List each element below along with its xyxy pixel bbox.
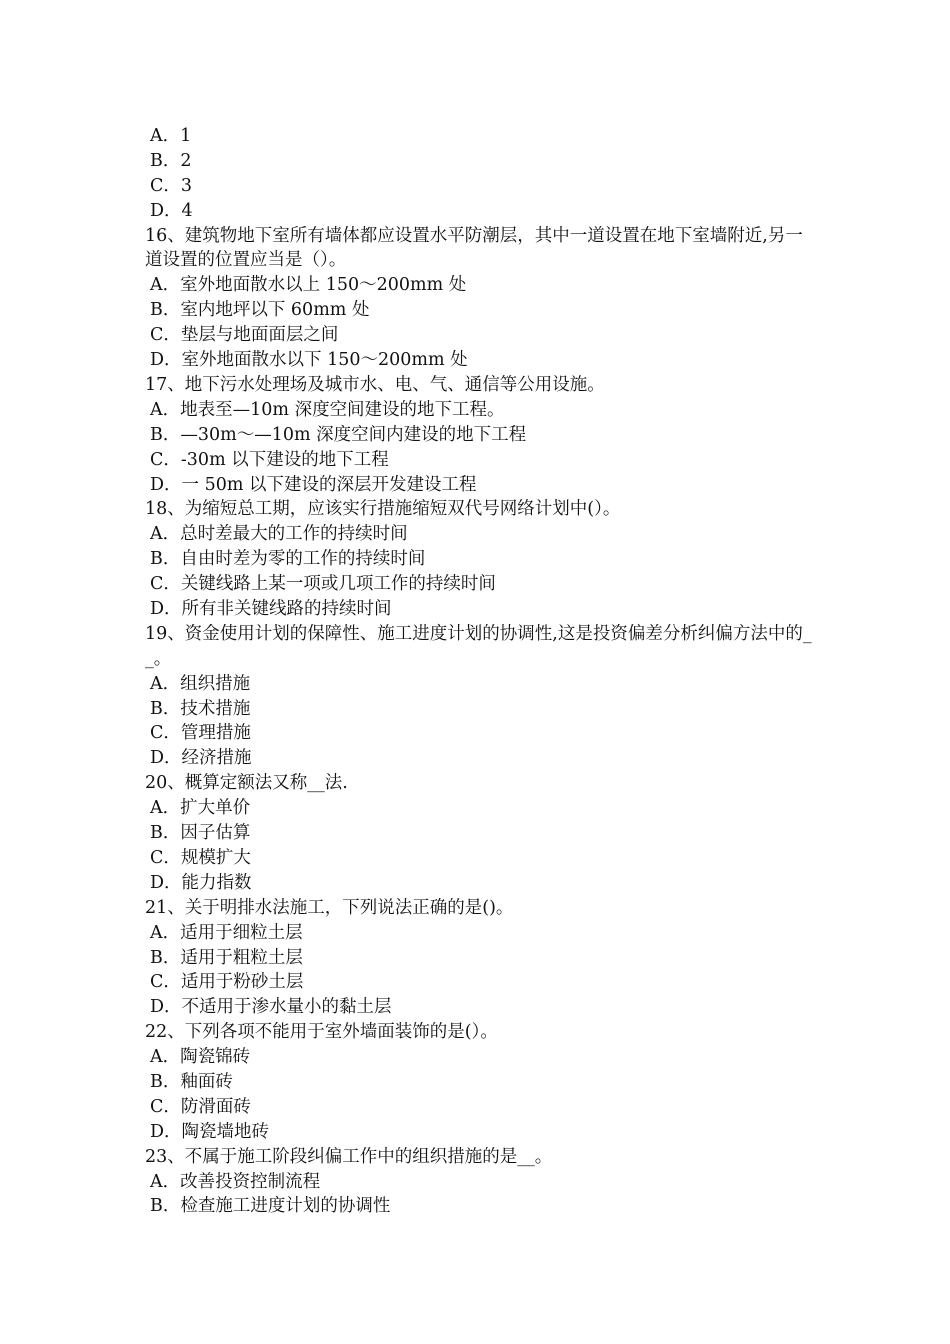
answer-option: A．1 <box>150 126 192 146</box>
answer-option: B．检查施工进度计划的协调性 <box>150 1196 391 1217</box>
question-text: 22、下列各项不能用于室外墙面装饰的是(）。 <box>145 1022 498 1043</box>
answer-option: C．垫层与地面面层之间 <box>150 325 339 346</box>
answer-option: C．管理措施 <box>150 723 251 744</box>
question-text: 19、资金使用计划的保障性、施工进度计划的协调性,这是投资偏差分析纠偏方法中的__。 <box>145 623 812 669</box>
question-list <box>145 124 813 1219</box>
answer-option: C．适用于粉砂土层 <box>150 972 304 993</box>
answer-option: D．一 50m 以下建设的深层开发建设工程 <box>150 474 477 495</box>
answer-option: B．室内地坪以下 60mm 处 <box>150 300 370 321</box>
question-text: 18、为缩短总工期，应该实行措施缩短双代号网络计划中(）。 <box>145 499 621 520</box>
answer-option: B．自由时差为零的工作的持续时间 <box>150 549 426 570</box>
answer-option: C．关键线路上某一项或几项工作的持续时间 <box>150 574 496 595</box>
answer-option: B．—30m～—10m 深度空间内建设的地下工程 <box>150 424 527 445</box>
answer-option: D．室外地面散水以下 150～200mm 处 <box>150 350 468 371</box>
answer-option: D．能力指数 <box>150 872 252 893</box>
question-text: 16、建筑物地下室所有墙体都应设置水平防潮层，其中一道设置在地下室墙附近,另一道设置的位置应当是（）。 <box>145 225 803 271</box>
answer-option: A．适用于细粒土层 <box>150 922 303 943</box>
answer-option: A．总时差最大的工作的持续时间 <box>150 524 408 545</box>
answer-option: A．改善投资控制流程 <box>150 1171 321 1192</box>
answer-option: C．规模扩大 <box>150 847 251 868</box>
answer-option: C．防滑面砖 <box>150 1096 251 1117</box>
answer-option: A．地表至—10m 深度空间建设的地下工程。 <box>150 399 505 420</box>
question-text: 17、地下污水处理场及城市水、电、气、通信等公用设施。 <box>145 374 605 395</box>
question-text: 20、概算定额法又称__法. <box>145 773 348 794</box>
answer-option: D．经济措施 <box>150 748 252 769</box>
answer-option: D．陶瓷墙地砖 <box>150 1121 270 1142</box>
question-text: 23、不属于施工阶段纠偏工作中的组织措施的是__。 <box>145 1146 553 1167</box>
question-text: 21、关于明排水法施工，下列说法正确的是()。 <box>145 897 514 918</box>
answer-option: B．适用于粗粒土层 <box>150 947 303 968</box>
answer-option: C．3 <box>150 175 193 196</box>
answer-option: A．陶瓷锦砖 <box>150 1047 251 1068</box>
answer-option: B．2 <box>150 150 192 171</box>
answer-option: A．组织措施 <box>150 673 251 694</box>
answer-option: B．因子估算 <box>150 823 251 844</box>
answer-option: A．扩大单价 <box>150 798 251 819</box>
answer-option: B．釉面砖 <box>150 1071 233 1092</box>
answer-option: D．不适用于渗水量小的黏土层 <box>150 997 392 1018</box>
answer-option: B．技术措施 <box>150 698 251 719</box>
answer-option: C．-30m 以下建设的地下工程 <box>150 449 389 470</box>
answer-option: D．4 <box>150 200 193 221</box>
answer-option: A．室外地面散水以上 150～200mm 处 <box>150 275 467 296</box>
answer-option: D．所有非关键线路的持续时间 <box>150 598 392 619</box>
